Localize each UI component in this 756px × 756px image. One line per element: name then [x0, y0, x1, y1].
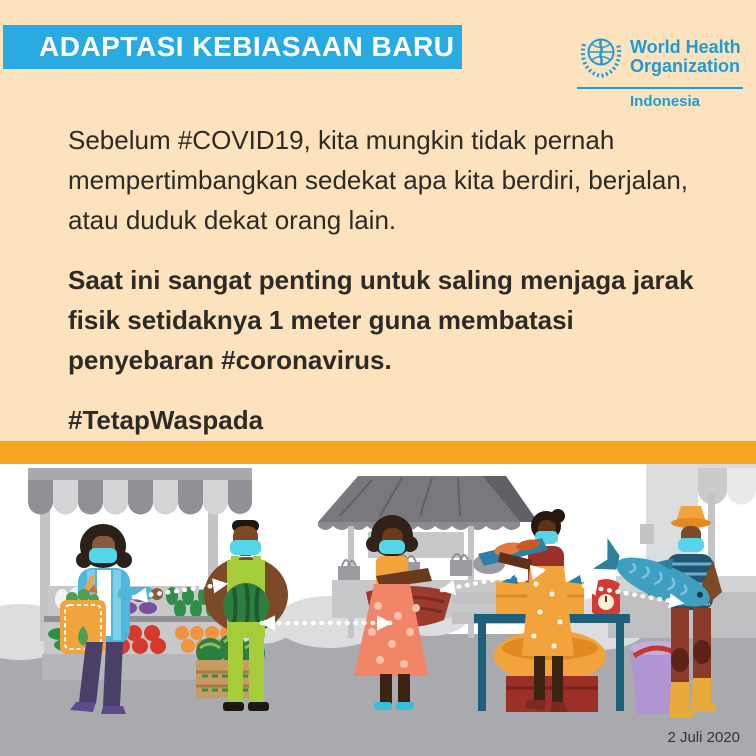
- who-name-line1: World Health: [630, 37, 741, 57]
- paragraph-key-message: Saat ini sangat penting untuk saling menjaga jarak fisik setidaknya 1 meter guna membatasi penyebaran #coronavirus.: [68, 265, 694, 375]
- face-mask: [379, 540, 405, 554]
- hashtag-label: #TetapWaspada: [68, 405, 264, 435]
- face-mask: [230, 540, 261, 555]
- publish-date: 2 Juli 2020: [667, 729, 740, 746]
- paragraph-intro: Sebelum #COVID19, kita mungkin tidak pernah mempertimbangkan sedekat apa kita berdiri, berjalan, atau duduk dekat orang lain.: [68, 125, 689, 235]
- market-scene-illustration: [0, 464, 756, 756]
- stall-awning: [28, 480, 252, 515]
- face-mask: [678, 538, 704, 552]
- title-banner: [3, 25, 462, 69]
- who-name-line2: Organization: [630, 56, 741, 76]
- message-block: [68, 120, 704, 460]
- who-country-label: Indonesia: [630, 93, 701, 110]
- who-logo-divider: [577, 87, 743, 89]
- scale: [592, 579, 620, 614]
- divider-band: [0, 441, 756, 464]
- face-mask: [89, 548, 117, 563]
- who-logo: [577, 33, 747, 110]
- who-emblem-icon: [577, 33, 625, 81]
- page-title: ADAPTASI KEBIASAAN BARU: [39, 31, 455, 62]
